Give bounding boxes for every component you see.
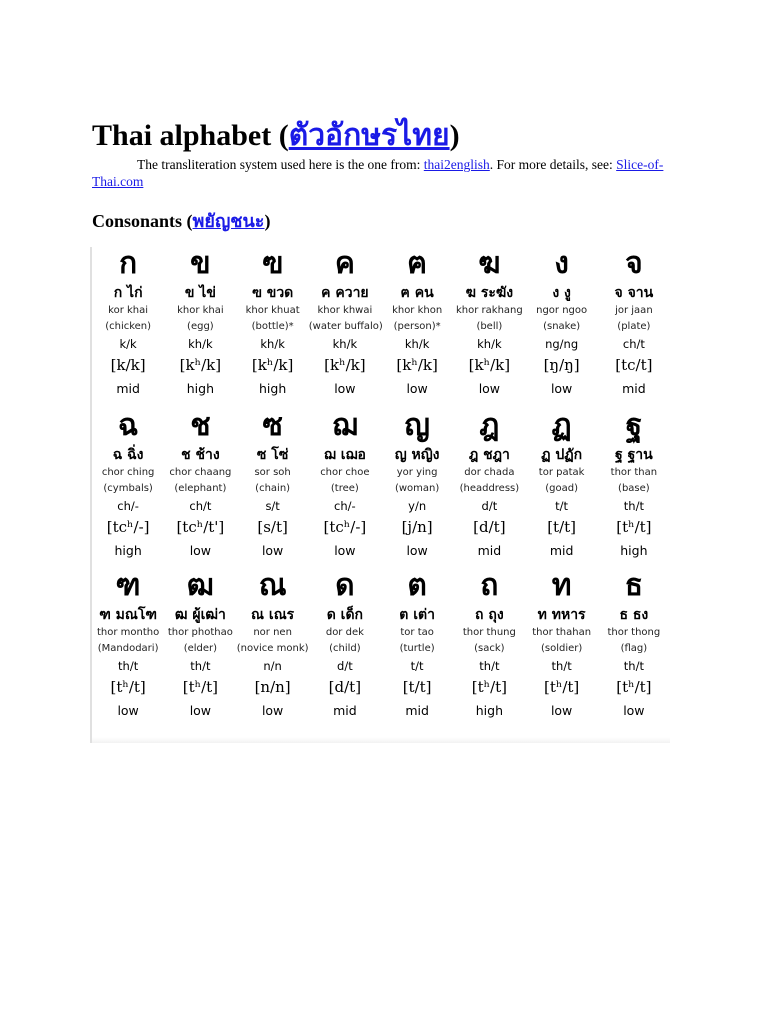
image-bottom-edge <box>92 737 670 743</box>
consonant-cell <box>237 247 309 407</box>
consonant-transliteration: kh/k <box>332 337 358 351</box>
consonant-meaning: (bottle)* <box>251 321 294 332</box>
consonant-transliteration: ch/t <box>189 499 212 513</box>
consonant-thai-name: ต เต่า <box>399 607 435 623</box>
consonant-meaning: (base) <box>618 483 650 494</box>
consonant-thai-name: ฐ ฐาน <box>614 447 653 463</box>
consonant-romanized-name: sor soh <box>254 467 291 478</box>
consonant-class: low <box>623 703 645 718</box>
consonant-romanized-name: khor khai <box>177 305 224 316</box>
consonant-glyph: จ <box>625 246 643 281</box>
consonant-romanized-name: tor patak <box>538 467 585 478</box>
consonant-ipa: [j/n] <box>401 518 433 536</box>
consonant-thai-name: ท ทหาร <box>537 607 586 623</box>
consonant-class: mid <box>549 543 574 558</box>
consonant-row <box>92 247 670 407</box>
consonant-meaning: (plate) <box>617 321 651 332</box>
consonant-ipa: [tc/t] <box>615 356 653 374</box>
consonant-glyph: ถ <box>480 568 499 603</box>
consonant-thai-name: ช ช้าง <box>181 447 220 463</box>
title-thai-link[interactable]: ตัวอักษรไทย <box>288 119 450 152</box>
consonant-thai-name: ซ โซ่ <box>256 447 289 463</box>
consonant-thai-name: ฆ ระฆัง <box>465 285 514 301</box>
consonant-cell <box>526 569 598 729</box>
consonant-ipa: [tʰ/t] <box>110 678 146 696</box>
consonant-glyph: ฅ <box>407 246 428 281</box>
consonant-romanized-name: chor chaang <box>169 467 232 478</box>
consonant-ipa: [tʰ/t] <box>182 678 219 696</box>
consonant-meaning: (novice monk) <box>236 643 309 654</box>
consonant-class: high <box>475 703 503 718</box>
consonant-ipa: [tcʰ/t'] <box>176 518 225 536</box>
consonant-ipa: [kʰ/k] <box>324 356 366 374</box>
consonant-romanized-name: thor phothao <box>167 627 233 638</box>
consonant-cell <box>381 409 453 569</box>
consonant-ipa: [tʰ/t] <box>616 518 652 536</box>
consonant-romanized-name: thor montho <box>97 627 160 638</box>
consonant-ipa: [tʰ/t] <box>471 678 508 696</box>
consonant-glyph: ฆ <box>478 246 501 281</box>
consonant-transliteration: ch/- <box>334 499 356 513</box>
consonant-transliteration: kh/k <box>188 337 213 351</box>
consonant-class: low <box>406 543 428 558</box>
consonant-class: low <box>478 381 501 396</box>
title-close-paren: ) <box>449 119 460 152</box>
consonant-romanized-name: yor ying <box>396 467 438 478</box>
consonant-romanized-name: ngor ngoo <box>536 305 588 316</box>
consonant-ipa: [tcʰ/-] <box>106 518 150 536</box>
consonant-romanized-name: khor khwai <box>317 305 373 316</box>
consonant-thai-name: ด เด็ก <box>326 607 364 623</box>
consonant-cell <box>453 247 525 407</box>
consonant-glyph: ค <box>334 246 355 281</box>
consonant-transliteration: d/t <box>337 659 353 673</box>
section-heading-text: Consonants ( <box>92 211 193 231</box>
consonant-romanized-name: dor dek <box>325 627 364 638</box>
consonant-cell <box>453 409 525 569</box>
consonants-thai-link[interactable]: พยัญชนะ <box>192 211 265 231</box>
consonant-thai-name: ฒ ผู้เฒ่า <box>174 607 226 623</box>
consonant-meaning: (headdress) <box>459 483 520 494</box>
consonant-glyph: ช <box>190 408 211 443</box>
consonant-chart-image <box>90 247 670 743</box>
consonant-glyph: ฐ <box>625 408 643 443</box>
consonant-cell <box>381 569 453 729</box>
consonant-cell <box>309 569 381 729</box>
consonant-glyph: ท <box>551 568 572 603</box>
consonant-meaning: (woman) <box>394 483 440 494</box>
consonant-cell <box>526 247 598 407</box>
consonant-class: low <box>334 543 356 558</box>
consonant-cell <box>164 247 236 407</box>
consonant-glyph: ฌ <box>332 408 358 443</box>
title-text: Thai alphabet ( <box>92 119 289 152</box>
consonant-glyph: ง <box>554 246 569 281</box>
consonant-thai-name: จ จาน <box>614 285 654 301</box>
consonant-thai-name: ฎ ชฎา <box>468 447 510 463</box>
consonant-glyph: ฏ <box>551 408 572 443</box>
consonant-glyph: ฃ <box>262 246 284 281</box>
consonant-romanized-name: chor ching <box>101 467 155 478</box>
consonant-meaning: (turtle) <box>399 643 435 654</box>
consonant-class: high <box>114 543 142 558</box>
consonant-class: mid <box>477 543 502 558</box>
consonant-meaning: (flag) <box>620 643 648 654</box>
consonant-ipa: [kʰ/k] <box>396 356 438 374</box>
consonant-transliteration: th/t <box>190 659 211 673</box>
consonant-transliteration: y/n <box>408 499 427 513</box>
consonant-thai-name: ข ไข่ <box>184 285 216 301</box>
consonant-romanized-name: khor khuat <box>245 305 300 316</box>
consonant-glyph: ซ <box>262 408 283 443</box>
consonant-class: low <box>261 703 284 718</box>
consonant-transliteration: k/k <box>119 337 137 351</box>
consonant-thai-name: ฑ มณโฑ <box>99 607 158 623</box>
consonant-thai-name: ธ ธง <box>619 607 649 623</box>
consonant-glyph: ด <box>335 568 355 603</box>
consonant-cell <box>381 247 453 407</box>
consonant-class: low <box>406 381 428 396</box>
consonant-meaning: (elder) <box>183 643 218 654</box>
consonant-glyph: ฒ <box>186 568 214 603</box>
consonant-transliteration: th/t <box>118 659 139 673</box>
slice-of-thai-link[interactable]: Slice-of-Thai.com <box>92 157 664 189</box>
consonant-thai-name: ฌ เฌอ <box>323 447 366 463</box>
consonant-glyph: ฉ <box>117 408 139 443</box>
consonant-transliteration: t/t <box>410 659 424 673</box>
page-title <box>92 116 460 156</box>
consonant-romanized-name: thor thahan <box>532 627 592 638</box>
consonant-romanized-name: khor khon <box>392 305 443 316</box>
consonant-ipa: [tʰ/t] <box>616 678 652 696</box>
consonant-meaning: (goad) <box>545 483 578 494</box>
consonant-class: mid <box>116 381 140 396</box>
consonant-row <box>92 569 670 729</box>
consonant-glyph: ฑ <box>115 568 141 603</box>
consonant-meaning: (snake) <box>543 321 581 332</box>
consonant-class: high <box>620 543 648 558</box>
consonant-class: low <box>261 543 284 558</box>
consonant-ipa: [tʰ/t] <box>543 678 580 696</box>
consonant-cell <box>598 409 670 569</box>
consonant-ipa: [kʰ/k] <box>468 356 511 374</box>
consonant-cell <box>453 569 525 729</box>
intro-paragraph <box>92 156 672 190</box>
consonant-transliteration: th/t <box>479 659 500 673</box>
consonant-transliteration: d/t <box>481 499 498 513</box>
consonant-ipa: [tcʰ/-] <box>323 518 367 536</box>
consonant-thai-name: ก ไก่ <box>113 285 143 301</box>
consonant-glyph: ญ <box>404 408 430 443</box>
consonant-meaning: (water buffalo) <box>308 321 383 332</box>
consonants-heading <box>92 208 270 234</box>
intro-text: The transliteration system used here is the one from: <box>137 157 424 172</box>
consonant-row <box>92 409 670 569</box>
consonant-ipa: [d/t] <box>328 678 362 696</box>
consonant-romanized-name: thor thung <box>462 627 516 638</box>
consonant-ipa: [d/t] <box>473 518 506 536</box>
consonant-romanized-name: thor than <box>610 467 658 478</box>
consonant-thai-name: ฅ คน <box>400 285 434 301</box>
consonant-ipa: [t/t] <box>547 518 577 536</box>
consonant-glyph: ต <box>407 568 427 603</box>
consonant-cell <box>237 569 309 729</box>
consonant-glyph: ก <box>119 246 138 281</box>
consonant-thai-name: ถ ถุง <box>475 607 504 623</box>
section-heading-close-paren: ) <box>264 211 271 231</box>
consonant-class: low <box>117 703 139 718</box>
consonant-meaning: (Mandodari) <box>97 643 159 654</box>
consonant-class: low <box>189 543 212 558</box>
consonant-glyph: ธ <box>624 568 644 603</box>
consonant-thai-name: ฃ ขวด <box>251 285 294 301</box>
consonant-cell <box>164 569 236 729</box>
consonant-meaning: (chain) <box>255 483 291 494</box>
intro-text-continued: . For more details, see: <box>489 157 617 172</box>
consonant-class: low <box>334 381 356 396</box>
consonant-transliteration: n/n <box>263 659 282 673</box>
consonant-meaning: (elephant) <box>174 483 227 494</box>
consonant-meaning: (child) <box>329 643 361 654</box>
consonant-ipa: [t/t] <box>402 678 432 696</box>
consonant-cell <box>92 247 164 407</box>
consonant-class: mid <box>405 703 429 718</box>
consonant-ipa: [kʰ/k] <box>251 356 294 374</box>
consonant-ipa: [k/k] <box>110 356 146 374</box>
consonant-romanized-name: dor chada <box>464 467 515 478</box>
consonant-meaning: (egg) <box>187 321 214 332</box>
consonant-meaning: (tree) <box>330 483 359 494</box>
consonant-cell <box>92 569 164 729</box>
consonant-romanized-name: jor jaan <box>615 305 653 316</box>
consonant-thai-name: ค ควาย <box>321 285 369 301</box>
consonant-cell <box>237 409 309 569</box>
consonant-cell <box>598 569 670 729</box>
consonant-romanized-name: chor choe <box>320 467 370 478</box>
consonant-cell <box>526 409 598 569</box>
consonant-class: low <box>550 381 573 396</box>
consonant-transliteration: ch/- <box>117 499 139 513</box>
consonant-thai-name: ง งู <box>552 285 571 301</box>
consonant-meaning: (bell) <box>476 321 503 332</box>
consonant-meaning: (cymbals) <box>103 483 153 494</box>
consonant-class: low <box>550 703 573 718</box>
consonant-class: high <box>186 381 214 396</box>
consonant-cell <box>598 247 670 407</box>
consonant-transliteration: kh/k <box>404 337 430 351</box>
consonant-romanized-name: tor tao <box>400 627 434 638</box>
consonant-transliteration: ch/t <box>622 337 645 351</box>
consonant-transliteration: t/t <box>555 499 569 513</box>
consonant-ipa: [s/t] <box>257 518 288 536</box>
consonant-class: high <box>258 381 287 396</box>
consonant-class: mid <box>622 381 646 396</box>
consonant-transliteration: kh/k <box>260 337 285 351</box>
consonant-romanized-name: nor nen <box>253 627 292 638</box>
thai2english-link[interactable]: thai2english <box>423 157 490 172</box>
consonant-ipa: [kʰ/k] <box>179 356 222 374</box>
consonant-meaning: (sack) <box>474 643 505 654</box>
consonant-transliteration: th/t <box>623 659 644 673</box>
consonant-glyph: ฎ <box>479 408 500 443</box>
consonant-cell <box>309 409 381 569</box>
consonant-meaning: (soldier) <box>540 643 583 654</box>
consonant-ipa: [n/n] <box>254 678 291 696</box>
consonant-transliteration: kh/k <box>477 337 502 351</box>
consonant-class: low <box>189 703 212 718</box>
consonant-transliteration: s/t <box>265 499 280 513</box>
consonant-romanized-name: thor thong <box>607 627 661 638</box>
consonant-glyph: ข <box>190 246 211 281</box>
consonant-cell <box>164 409 236 569</box>
consonant-transliteration: th/t <box>623 499 644 513</box>
consonant-transliteration: th/t <box>551 659 572 673</box>
consonant-thai-name: ณ เณร <box>251 607 295 623</box>
consonant-transliteration: ng/ng <box>545 337 579 351</box>
consonant-class: mid <box>333 703 357 718</box>
consonant-cell <box>92 409 164 569</box>
consonant-thai-name: ฉ ฉิ่ง <box>112 447 144 463</box>
consonant-meaning: (chicken) <box>105 321 152 332</box>
consonant-cell <box>309 247 381 407</box>
consonant-romanized-name: khor rakhang <box>456 305 523 316</box>
consonant-glyph: ณ <box>258 568 287 603</box>
consonant-meaning: (person)* <box>393 321 441 332</box>
consonant-romanized-name: kor khai <box>108 305 149 316</box>
consonant-thai-name: ฏ ปฏัก <box>541 447 583 463</box>
consonant-thai-name: ญ หญิง <box>394 447 440 463</box>
consonant-ipa: [ŋ/ŋ] <box>543 356 580 374</box>
